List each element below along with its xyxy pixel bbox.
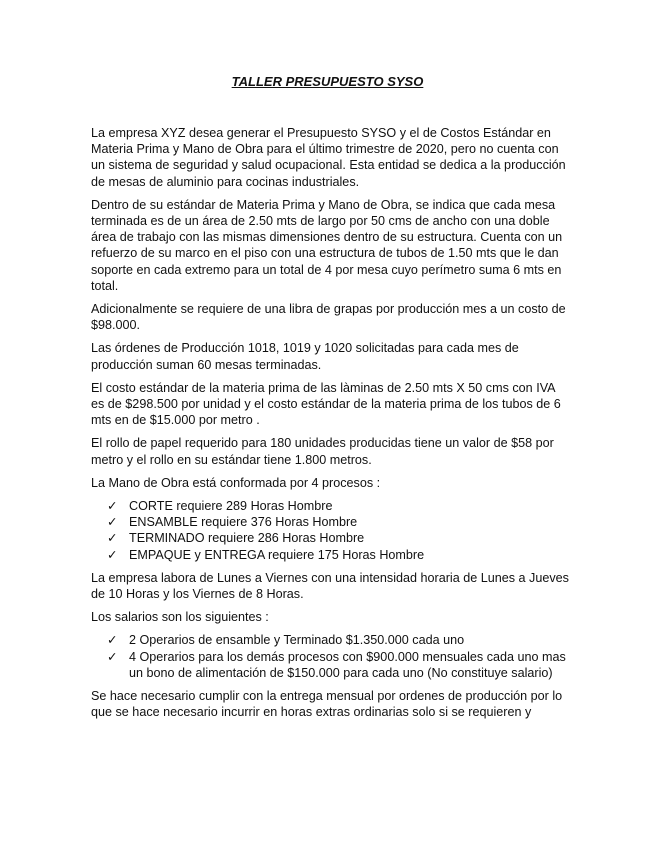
paragraph-overtime: Se hace necesario cumplir con la entrega mensual por ordenes de producción por lo que se hace necesario incurrir en horas extras ordinarias solo si se requieren y xyxy=(91,689,563,720)
check-icon: ✓ xyxy=(107,633,118,648)
paragraph-paper-roll: El rollo de papel requerido para 180 unidades producidas tiene un valor de $58 por metro y el rollo en su estándar tiene 1.800 metros. xyxy=(91,436,554,467)
document-body xyxy=(91,125,569,728)
check-icon: ✓ xyxy=(107,649,118,664)
list-item-text: CORTE requiere 289 Horas Hombre xyxy=(129,499,333,514)
document-title: TALLER PRESUPUESTO SYSO xyxy=(231,74,424,89)
paragraph-schedule: La empresa labora de Lunes a Viernes con una intensidad horaria de Lunes a Jueves de 10 Horas y los Viernes de 8 Horas. xyxy=(91,570,569,602)
paragraph-labor: La Mano de Obra está conformada por 4 procesos : xyxy=(91,475,381,490)
list-item-text: TERMINADO requiere 286 Horas Hombre xyxy=(129,531,365,546)
check-icon: ✓ xyxy=(107,515,118,530)
list-item xyxy=(107,498,569,514)
list-item-text: 2 Operarios de ensamble y Terminado $1.350.000 cada uno xyxy=(129,633,465,648)
list-item-text: 4 Operarios para los demás procesos con $900.000 mensuales cada uno mas un bono de alimentación de $150.000 para cada uno (No constituye salario) xyxy=(129,649,566,680)
list-item-text: ENSAMBLE requiere 376 Horas Hombre xyxy=(129,515,358,530)
check-icon: ✓ xyxy=(107,499,118,514)
list-item xyxy=(107,530,569,546)
paragraph-staples: Adicionalmente se requiere de una libra de grapas por producción mes a un costo de $98.000. xyxy=(91,302,566,333)
paragraph-salaries: Los salarios son los siguientes : xyxy=(91,610,269,625)
paragraph-standard: Dentro de su estándar de Materia Prima y Mano de Obra, se indica que cada mesa terminada es de un área de 2.50 mts de largo por 50 cms de ancho con una doble área de trabajo con las mismas dimensiones dentro de su estructura. Cuenta con un refuerzo de su marco en el piso con una estructura de tubos de 1.50 mts que le dan soporte en cada extremo para un total de 4 por mesa cuyo perímetro suma 6 mts en total. xyxy=(91,197,563,293)
list-item xyxy=(107,547,569,563)
list-item-text: EMPAQUE y ENTREGA requiere 175 Horas Hombre xyxy=(129,547,425,562)
process-list xyxy=(91,498,569,563)
paragraph-orders: Las órdenes de Producción 1018, 1019 y 1020 solicitadas para cada mes de producción suman 60 mesas terminadas. xyxy=(91,341,519,372)
paragraph-raw-material-cost: El costo estándar de la materia prima de las làminas de 2.50 mts X 50 cms con IVA es de $298.500 por unidad y el costo estándar de la materia prima de los tubos de 6 mts en de $15.000 por metro . xyxy=(91,380,561,428)
check-icon: ✓ xyxy=(107,531,118,546)
paragraph-intro: La empresa XYZ desea generar el Presupuesto SYSO y el de Costos Estándar en Materia Prima y Mano de Obra para el último trimestre de 2020, pero no cuenta con un sistema de seguridad y salud ocupacional. Esta entidad se dedica a la producción de mesas de aluminio para cocinas industriales. xyxy=(91,126,566,189)
list-item xyxy=(107,649,569,681)
list-item xyxy=(107,514,569,530)
salary-list xyxy=(91,632,569,681)
list-item xyxy=(107,632,569,648)
check-icon: ✓ xyxy=(107,547,118,562)
